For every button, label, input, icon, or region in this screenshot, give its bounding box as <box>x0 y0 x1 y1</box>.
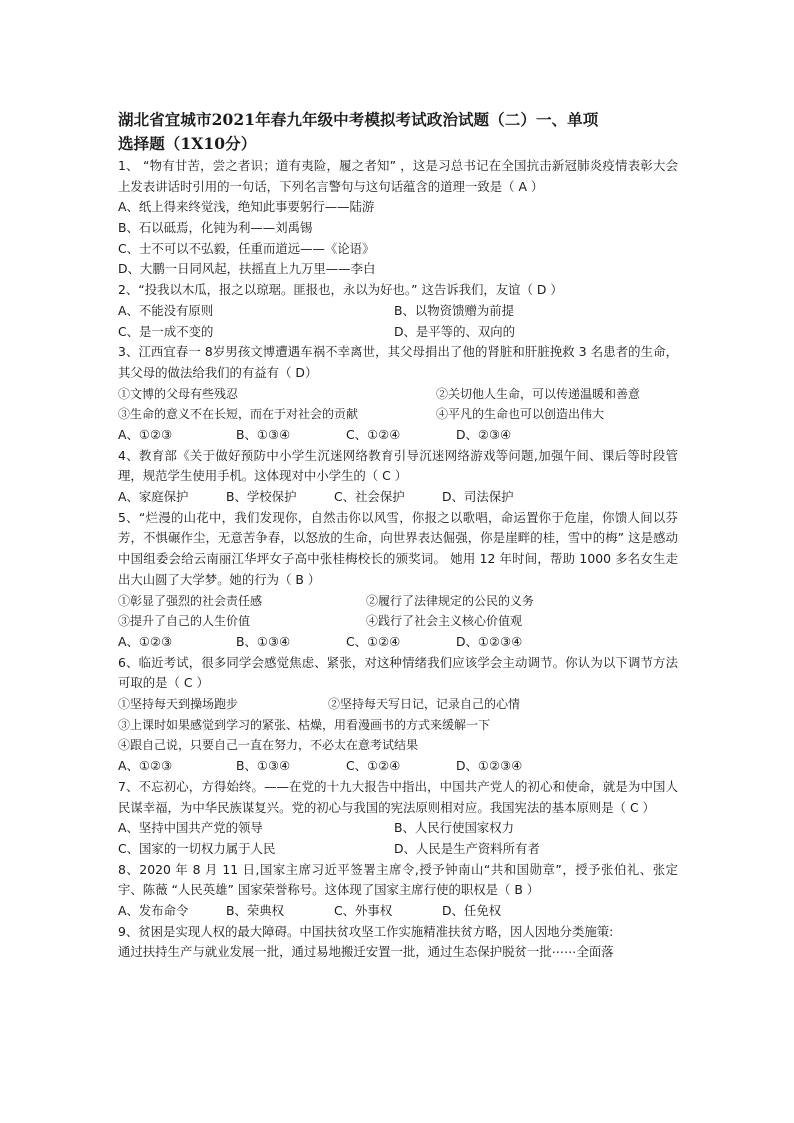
question-3-statement-2: ②关切他人生命，可以传递温暖和善意 <box>436 386 641 401</box>
question-4-options <box>118 487 678 508</box>
question-3-option-a: A、①②③ <box>118 427 173 442</box>
question-5-statement-3: ③提升了自己的人生价值 <box>118 614 251 629</box>
question-2-option-d: D、是平等的、双向的 <box>394 323 516 339</box>
title-line-2: 选择题（1X10分） <box>118 134 257 153</box>
question-4-option-a: A、家庭保护 <box>118 489 189 505</box>
question-1-option-c: C、士不可以不弘毅，任重而道远——《论语》 <box>118 240 375 256</box>
question-6-options <box>118 756 678 777</box>
question-7-option-c: C、国家的一切权力属于人民 <box>118 840 276 856</box>
question-3-statements-row-2 <box>118 404 678 425</box>
question-6-statement-1: ①坚持每天到操场跑步 <box>118 697 239 712</box>
question-3-option-c: C、①②④ <box>346 427 401 442</box>
question-5-statements-row-2 <box>118 611 678 632</box>
question-8-option-c: C、外事权 <box>334 903 393 918</box>
question-5-options <box>118 632 678 653</box>
question-6-option-a: A、①②③ <box>118 758 173 774</box>
question-2-option-c: C、是一成不变的 <box>118 323 214 339</box>
question-8-option-d: D、任免权 <box>442 903 502 918</box>
question-3-option-b: B、①③④ <box>236 427 291 442</box>
question-5-option-a: A、①②③ <box>118 633 173 649</box>
question-9-stem-line-1: 9、贫困是实现人权的最大障碍。中国扶贫攻坚工作实施精准扶贫方略，因人因地分类施策: <box>118 923 614 939</box>
question-8-options <box>118 901 678 922</box>
question-7-option-a: A、坚持中国共产党的领导 <box>118 820 263 836</box>
question-7-option-b: B、人民行使国家权力 <box>394 820 515 836</box>
question-3-stem: 3、江西宜春一 8岁男孩文博遭遇车祸不幸离世，其父母捐出了他的肾脏和肝脏挽救 3 名患者的生命，其父母的做法给我们的有益有（ D） <box>118 344 678 380</box>
question-4-option-c: C、社会保护 <box>334 489 405 505</box>
question-4-stem: 4、教育部《关于做好预防中小学生沉迷网络教育引导沉迷网络游戏等问题,加强午间、课后等时段管理，规范学生使用手机。这体现对中小学生的（ C ） <box>118 447 678 484</box>
question-2-option-a: A、不能没有原则 <box>118 302 214 318</box>
question-6-stem: 6、临近考试，很多同学会感觉焦虑、紧张，对这种情绪我们应该学会主动调节。你认为以下调节方法可取的是（ C ） <box>118 654 678 691</box>
question-8-option-b: B、荣典权 <box>226 903 285 918</box>
question-1-option-a: A、纸上得来终觉浅，绝知此事要躬行——陆游 <box>118 199 375 215</box>
question-5-option-d: D、①②③④ <box>456 633 523 649</box>
question-5-option-c: C、①②④ <box>346 633 401 649</box>
question-3-statement-3: ③生命的意义不在长短，而在于对社会的贡献 <box>118 407 359 422</box>
question-7-option-d: D、人民是生产资料所有者 <box>394 840 540 856</box>
question-4-option-d: D、司法保护 <box>442 489 514 505</box>
question-2-option-b: B、以物资馈赠为前提 <box>394 302 515 318</box>
question-2-options-row-2 <box>118 322 678 343</box>
question-1-option-d: D、大鹏一日同风起，扶摇直上九万里——李白 <box>118 261 376 277</box>
question-2-stem: 2、“投我以木瓜，报之以琼琚。匪报也，永以为好也。” 这告诉我们，友谊（ D ） <box>118 282 563 298</box>
question-1-stem: 1、 “物有甘苦，尝之者识；道有夷险，履之者知” ，这是习总书记在全国抗击新冠肺炎疫情表彰大会上发表讲话时引用的一句话，下列名言警句与这句话蕴含的道理一致是（ A ） <box>118 158 678 194</box>
question-3-options <box>118 425 678 446</box>
question-6-option-d: D、①②③④ <box>456 758 523 774</box>
question-6-option-c: C、①②④ <box>346 758 401 774</box>
question-5-statement-1: ①彰显了强烈的社会责任感 <box>118 593 263 608</box>
page-title <box>118 108 678 156</box>
question-6-statement-3: ③上课时如果感觉到学习的紧张、枯燥，用看漫画书的方式来缓解一下 <box>118 717 491 732</box>
question-2-options-row-1 <box>118 301 678 322</box>
question-5-stem: 5、“烂漫的山花中，我们发现你，自然击你以风雪，你报之以歌唱，命运置你于危崖，你馈人间以芬芳，不惧碾作尘，无意苦争春，以怒放的生命，向世界表达倔强，你是崖畔的桂，雪中的梅” 这是感动中国组委会给云南丽江华坪女子高中张桂梅校长的颁奖词。 她用 12 年时间，帮助 1000 多名女生走出大山圆了大学梦。她的行为（ B ） <box>118 509 678 587</box>
question-7-options-row-2 <box>118 839 678 860</box>
question-6-statements-row-1 <box>118 694 678 715</box>
question-3-statement-1: ①文博的父母有些残忍 <box>118 386 239 401</box>
question-4-option-b: B、学校保护 <box>226 489 297 505</box>
question-3-option-d: D、②③④ <box>456 427 512 442</box>
question-8-stem: 8、2020 年 8 月 11 日,国家主席习近平签署主席令,授予钟南山“共和国勋章”，授予张伯礼、张定宇、陈薇 “人民英雄” 国家荣誉称号。这体现了国家主席行使的职权是（ B ） <box>118 861 678 898</box>
question-6-statement-4: ④跟自己说，只要自己一直在努力，不必太在意考试结果 <box>118 738 419 753</box>
question-6-option-b: B、①③④ <box>236 758 291 774</box>
question-1-option-b: B、石以砥焉，化钝为利——刘禹锡 <box>118 220 313 236</box>
question-9-stem-line-2: 通过扶持生产与就业发展一批，通过易地搬迁安置一批，通过生态保护脱贫一批⋯⋯全面落 <box>118 944 614 960</box>
question-6-statement-2: ②坚持每天写日记，记录自己的心情 <box>328 697 521 712</box>
question-7-stem: 7、不忘初心，方得始终。——在党的十九大报告中指出，中国共产党人的初心和使命，就是为中国人民谋幸福，为中华民族谋复兴。党的初心与我国的宪法原则相对应。我国宪法的基本原则是（ C ） <box>118 778 678 815</box>
question-5-statement-2: ②履行了法律规定的公民的义务 <box>366 593 535 608</box>
question-3-statements-row-1 <box>118 384 678 405</box>
question-5-statement-4: ④践行了社会主义核心价值观 <box>366 614 523 629</box>
question-5-statements-row-1 <box>118 591 678 612</box>
title-line-1: 湖北省宜城市2021年春九年级中考模拟考试政治试题（二）一、单项 <box>118 110 599 129</box>
question-7-options-row-1 <box>118 818 678 839</box>
question-list <box>118 156 678 963</box>
question-5-option-b: B、①③④ <box>236 633 291 649</box>
document-content <box>118 108 678 963</box>
question-3-statement-4: ④平凡的生命也可以创造出伟大 <box>436 407 605 422</box>
question-8-option-a: A、发布命令 <box>118 903 189 918</box>
